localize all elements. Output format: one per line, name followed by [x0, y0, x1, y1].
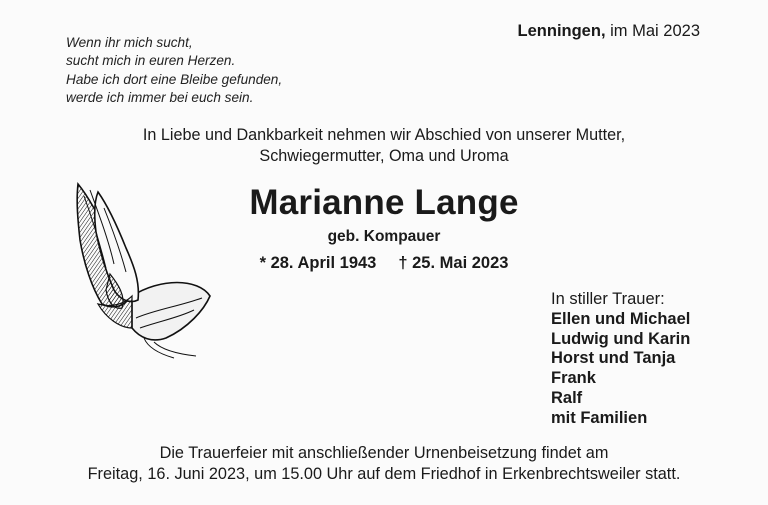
ceremony-line: Freitag, 16. Juni 2023, um 15.00 Uhr auf dem Friedhof in Erkenbrechtsweiler statt.: [87, 464, 681, 483]
intro-text: [0, 125, 768, 167]
place-and-date: [518, 22, 700, 41]
mourner-name: Horst und Tanja: [551, 349, 676, 368]
ceremony-info: [0, 443, 768, 484]
intro-line: In Liebe und Dankbarkeit nehmen wir Abschied von unserer Mutter,: [142, 126, 626, 144]
mourner-name: Ludwig und Karin: [551, 329, 691, 348]
intro-line: Schwiegermutter, Oma und Uroma: [259, 147, 509, 165]
memorial-poem: [66, 34, 282, 108]
poem-line: Wenn ihr mich sucht,: [66, 35, 193, 50]
poem-line: Habe ich dort eine Bleibe gefunden,: [66, 71, 283, 87]
mourners-heading: In stiller Trauer:: [551, 290, 665, 308]
ceremony-line: Die Trauerfeier mit anschließender Urnenbeisetzung findet am: [159, 444, 609, 462]
mourners-list: [551, 290, 690, 429]
mourner-name: mit Familien: [551, 408, 648, 427]
mourner-name: Ellen und Michael: [551, 309, 691, 328]
place: Lenningen,: [517, 22, 606, 40]
maiden-name: geb. Kompauer: [327, 228, 441, 245]
life-dates: [0, 254, 768, 273]
death-date: † 25. Mai 2023: [398, 254, 509, 272]
deceased-name: Marianne Lange: [249, 183, 519, 222]
mourner-name: Frank: [551, 369, 596, 388]
poem-line: sucht mich in euren Herzen.: [66, 53, 236, 69]
poem-line: werde ich immer bei euch sein.: [66, 90, 254, 106]
date: im Mai 2023: [610, 22, 700, 40]
mourner-name: Ralf: [551, 388, 583, 407]
birth-date: * 28. April 1943: [259, 254, 377, 272]
